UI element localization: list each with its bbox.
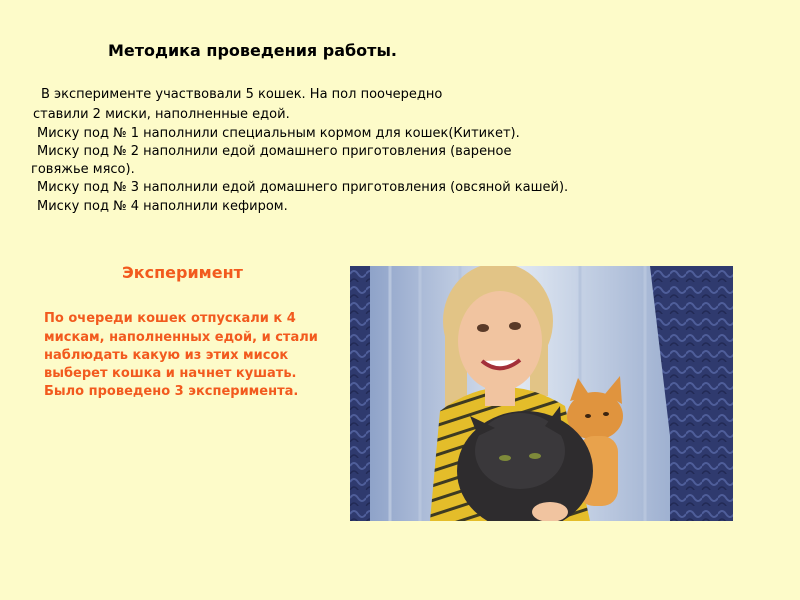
intro-line: Миску под № 2 наполнили едой домашнего приготовления (вареное	[37, 144, 512, 159]
intro-line: Миску под № 1 наполнили специальным кормом для кошек(Китикет).	[37, 126, 520, 141]
experiment-heading: Эксперимент	[122, 263, 243, 282]
experiment-line: наблюдать какую из этих мисок	[44, 348, 289, 363]
photo-girl-with-cats	[350, 266, 733, 521]
experiment-line: По очереди кошек отпускали к 4	[44, 311, 296, 326]
intro-line: Миску под № 4 наполнили кефиром.	[37, 199, 288, 214]
intro-line: В эксперименте участвовали 5 кошек. На пол поочередно	[41, 87, 443, 102]
experiment-line: выберет кошка и начнет кушать.	[44, 366, 297, 381]
intro-line: ставили 2 миски, наполненные едой.	[33, 107, 290, 122]
experiment-line: мискам, наполненных едой, и стали	[44, 330, 318, 345]
page-title: Методика проведения работы.	[108, 41, 397, 60]
intro-line: Миску под № 3 наполнили едой домашнего приготовления (овсяной кашей).	[37, 180, 569, 195]
experiment-line: Было проведено 3 эксперимента.	[44, 384, 299, 399]
intro-line: говяжье мясо).	[31, 162, 135, 177]
